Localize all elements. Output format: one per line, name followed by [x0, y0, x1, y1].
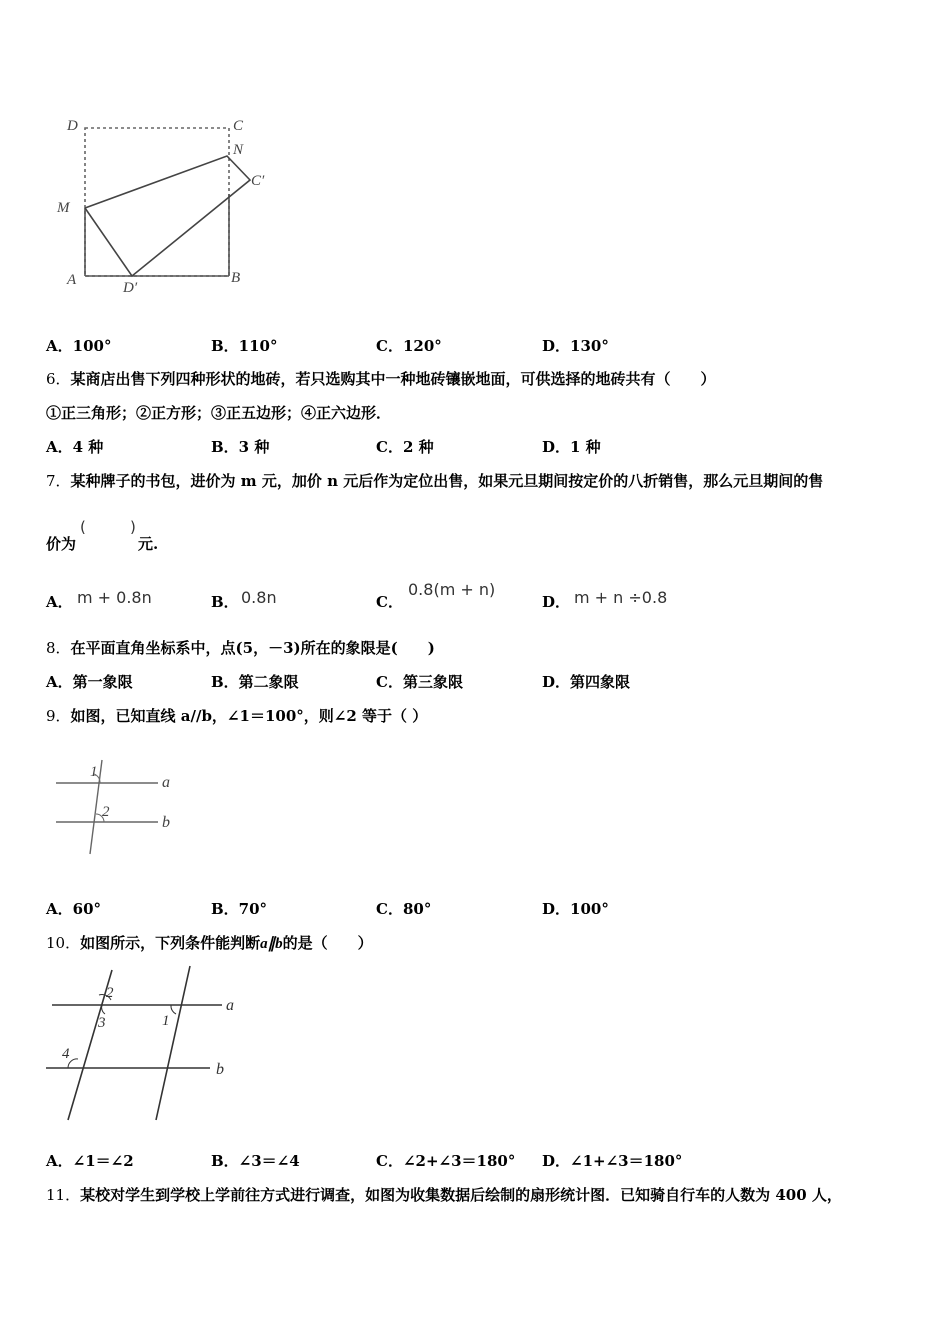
angle-1-label: 1	[90, 764, 98, 780]
q8-option-d[interactable]: D．第四象限	[542, 673, 631, 691]
q6-option-c[interactable]: C．2 种	[376, 438, 434, 456]
q7-option-b[interactable]: B．	[211, 593, 239, 611]
q10-text-b: 的是（ ）	[282, 934, 373, 952]
q9-stem	[46, 706, 427, 726]
angle-2-label: 2	[106, 985, 114, 1001]
label-D: D	[67, 118, 78, 134]
q10-number: 10．	[46, 934, 81, 952]
label-M: M	[57, 200, 70, 216]
q7-option-c[interactable]: C．	[376, 593, 403, 611]
q6-option-a[interactable]: A．4 种	[46, 438, 104, 456]
q11-text: 某校对学生到学校上学前往方式进行调查，如图为收集数据后绘制的扇形统计图．已知骑自行车的人数为 400 人，	[80, 1186, 842, 1204]
q7-option-d[interactable]: D．	[542, 593, 571, 611]
q9-option-d[interactable]: D．100°	[542, 900, 609, 918]
q10-stem	[46, 933, 373, 954]
line-a-label: a	[162, 774, 170, 791]
q11-stem	[46, 1185, 842, 1205]
q6-option-d[interactable]: D．1 种	[542, 438, 601, 456]
q7-option-c-expr: 0.8(m + n)	[408, 580, 496, 599]
q6-number: 6．	[46, 370, 71, 388]
q7-number: 7．	[46, 472, 71, 490]
label-C-prime: C′	[251, 173, 265, 189]
q10-option-c[interactable]: C．∠2+∠3＝180°	[376, 1152, 516, 1170]
q10-text-a: 如图所示，下列条件能判断	[80, 934, 261, 952]
q7-stem	[46, 471, 823, 491]
q7-option-a-expr: m + 0.8n	[77, 588, 152, 607]
q7-text: 某种牌子的书包，进价为 m 元，加价 n 元后作为定位出售，如果元旦期间按定价的八折销售，那么元旦期间的售	[70, 472, 824, 490]
q7-option-a[interactable]: A．	[46, 593, 73, 611]
q8-option-a[interactable]: A．第一象限	[46, 673, 133, 691]
line-a-label: a	[226, 997, 234, 1014]
q8-text: 在平面直角坐标系中，点(5，－3)所在的象限是( )	[70, 639, 435, 657]
q5-option-c[interactable]: C．120°	[376, 337, 442, 355]
q8-option-c[interactable]: C．第三象限	[376, 673, 463, 691]
figure-rectangle-fold	[55, 110, 285, 300]
label-A: A	[67, 272, 77, 288]
q10-text-em: a∥b	[260, 936, 283, 952]
q9-option-a[interactable]: A．60°	[46, 900, 102, 918]
q5-option-a[interactable]: A．100°	[46, 337, 112, 355]
label-B: B	[231, 270, 241, 286]
q6-option-b[interactable]: B．3 种	[211, 438, 270, 456]
q7-blank-left-paren: (	[80, 518, 86, 536]
q5-option-d[interactable]: D．130°	[542, 337, 609, 355]
q7-stem-unit: 元.	[138, 535, 159, 553]
q6-text: 某商店出售下列四种形状的地砖，若只选购其中一种地砖镶嵌地面，可供选择的地砖共有（ ）	[70, 370, 716, 388]
label-D-prime: D′	[123, 280, 138, 296]
q9-number: 9．	[46, 707, 71, 725]
q6-sub: ①正三角形；②正方形；③正五边形；④正六边形．	[46, 404, 392, 422]
q7-blank-right-paren: )	[130, 518, 136, 536]
q11-number: 11．	[46, 1186, 81, 1204]
q9-option-c[interactable]: C．80°	[376, 900, 432, 918]
q10-option-d[interactable]: D．∠1+∠3＝180°	[542, 1152, 683, 1170]
q9-option-b[interactable]: B．70°	[211, 900, 268, 918]
line-b-label: b	[216, 1061, 224, 1078]
figure-parallel-lines-q10	[40, 962, 250, 1124]
q8-option-b[interactable]: B．第二象限	[211, 673, 299, 691]
q6-stem	[46, 369, 716, 389]
q8-stem	[46, 638, 435, 658]
q10-option-a[interactable]: A．∠1＝∠2	[46, 1152, 134, 1170]
angle-2-label: 2	[102, 804, 110, 820]
folded-quadrilateral	[85, 156, 250, 276]
q7-option-b-expr: 0.8n	[241, 588, 277, 607]
q5-option-b[interactable]: B．110°	[211, 337, 278, 355]
label-C: C	[233, 118, 244, 134]
angle-3-label: 3	[98, 1015, 106, 1031]
figure-parallel-lines-q9	[50, 750, 190, 860]
q7-stem-line2: 价为	[46, 535, 77, 553]
line-b-label: b	[162, 814, 170, 831]
q7-option-d-expr: m + n ÷0.8	[574, 588, 668, 607]
q10-option-b[interactable]: B．∠3＝∠4	[211, 1152, 300, 1170]
q8-number: 8．	[46, 639, 71, 657]
label-N: N	[233, 142, 244, 158]
angle-4-label: 4	[62, 1046, 70, 1062]
dashed-rectangle	[85, 128, 229, 276]
angle-1-label: 1	[162, 1013, 170, 1029]
q9-text: 如图，已知直线 a//b，∠1＝100°，则∠2 等于（ ）	[70, 707, 428, 725]
